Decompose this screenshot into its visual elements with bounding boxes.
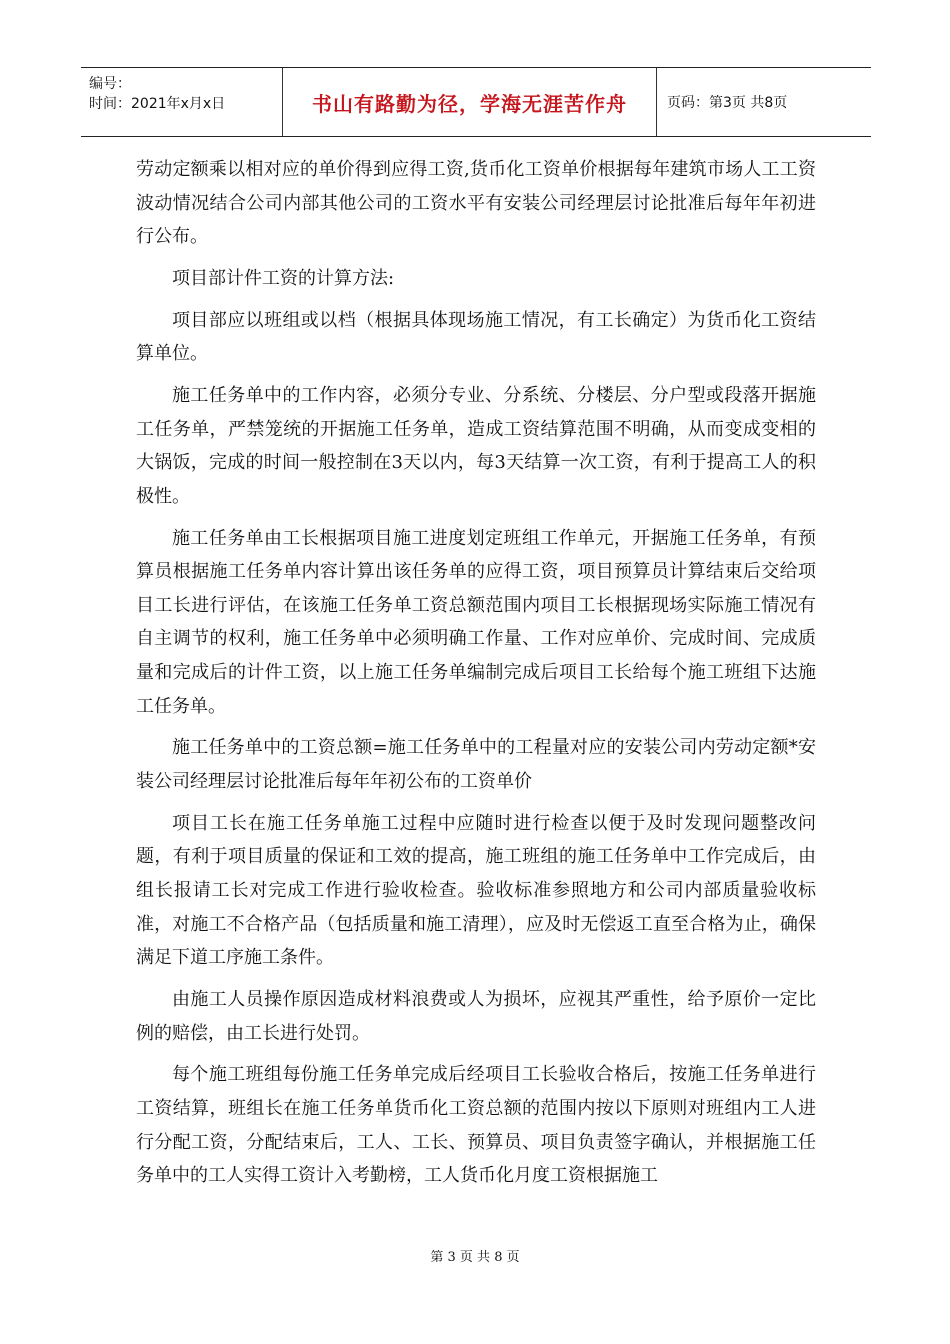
paragraph: 项目部计件工资的计算方法: [172, 267, 395, 289]
number-label: 编号： [89, 76, 131, 92]
motto-text: 书山有路勤为径，学海无涯苦作舟 [312, 91, 627, 116]
footer-page-number: 第 3 页 共 8 页 [430, 1250, 520, 1265]
paragraph: 施工任务单中的工资总额=施工任务单中的工程量对应的安装公司内劳动定额*安装公司经理层讨论批准后每年年初公布的工资单价 [136, 737, 816, 793]
paragraph: 项目工长在施工任务单施工过程中应随时进行检查以便于及时发现问题整改问题，有利于项目质量的保证和工效的提高，施工班组的施工任务单中工作完成后，由组长报请工长对完成工作进行验收检查。验收标准参照地方和公司内部质量验收标准，对施工不合格产品（包括质量和施工清理），应及时无偿返工直至合格为止，确保满足下道工序施工条件。 [136, 812, 816, 969]
paragraph: 项目部应以班组或以档（根据具体现场施工情况，有工长确定）为货币化工资结算单位。 [136, 309, 816, 365]
header-page-cell [657, 68, 871, 136]
page-header [81, 67, 871, 137]
page-label: 页码：第3页 共8页 [667, 95, 788, 111]
paragraph: 由施工人员操作原因造成材料浪费或人为损坏，应视其严重性，给予原价一定比例的赔偿，由工长进行处罚。 [136, 988, 816, 1044]
header-motto-cell [283, 68, 657, 136]
paragraph: 每个施工班组每份施工任务单完成后经项目工长验收合格后，按施工任务单进行工资结算，班组长在施工任务单货币化工资总额的范围内按以下原则对班组内工人进行分配工资，分配结束后，工人、工长、预算员、项目负责签字确认，并根据施工任务单中的工人实得工资计入考勤榜，工人货币化月度工资根据施工 [136, 1064, 816, 1187]
paragraph: 施工任务单由工长根据项目施工进度划定班组工作单元，开据施工任务单，有预算员根据施工任务单内容计算出该任务单的应得工资，项目预算员计算结束后交给项目工长进行评估，在该施工任务单工资总额范围内项目工长根据现场实际施工情况有自主调节的权利，施工任务单中必须明确工作量、工作对应单价、完成时间、完成质量和完成后的计件工资，以上施工任务单编制完成后项目工长给每个施工班组下达施工任务单。 [136, 527, 816, 717]
paragraph: 劳动定额乘以相对应的单价得到应得工资,货币化工资单价根据每年建筑市场人工工资波动情况结合公司内部其他公司的工资水平有安装公司经理层讨论批准后每年年初进行公布。 [136, 159, 816, 248]
page-footer [0, 1246, 950, 1265]
paragraph: 施工任务单中的工作内容，必须分专业、分系统、分楼层、分户型或段落开据施工任务单，严禁笼统的开据施工任务单，造成工资结算范围不明确，从而变成变相的大锅饭，完成的时间一般控制在3天以内，每3天结算一次工资，有利于提高工人的积极性。 [136, 385, 816, 507]
time-label: 时间：2021年x月x日 [89, 96, 226, 112]
document-body [136, 153, 816, 1201]
header-meta [81, 68, 283, 136]
